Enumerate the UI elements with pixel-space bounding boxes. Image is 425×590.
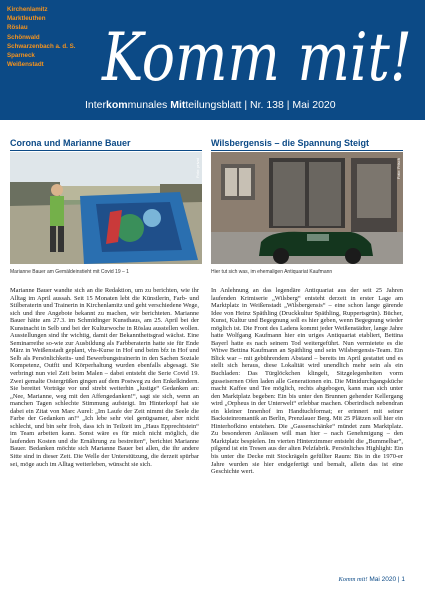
- title-rule: [10, 150, 202, 151]
- photo-caption: Hier tut sich was, im ehemaligen Antiquariat Kaufmann: [211, 269, 333, 275]
- page-footer: [338, 576, 405, 583]
- title-rule: [211, 150, 403, 151]
- municipality: Marktleuthen: [7, 15, 46, 23]
- article-paragraph: Marianne Bauer wandte sich an die Redaktion, um zu berichten, wie ihr Alltag im April aussah. Seit 15 Monaten lebt die Künstlerin, Farb- und Stilberaterin und Trainerin in Kirchenlamitz und geht verschiedene Wege, sich und ihre Angebote bekannt zu machen, wir berichteten. Marianne Bauer hätte am 27.3. im Schmidinger Kunsthaus, am 25. April bei der Kunstnacht in Selb und bei der Kulturwoche in Röslau ausstellen wollen. Ausstellungen sind ihr wichtig, damit der Bekanntheitsgrad wächst. Eine Seminarreihe so-wie zur Ausbildung als Farbberaterin hatte sie für Ende März in Weißenstadt geplant, vhs-Kurse in Hof und beim bfz in Hof und Selb als Persönlichkeits- und Bewerbungstrainerin in den Sachen Soziale Kompetenz, Outfit und Körperhaltung wurden ebenfalls abgesagt. Sie verbringt nun viel Zeit beim Malen – dabei entsteht die Serie Covid 19. Zwei gemalte Ostergrüßen gingen auf dem Postweg zu den Enkelkindern. Sie bereitet Vorträge vor und strebt weiterhin „lustige“ Gedanken an: „Nee, Marianne, weg mit den Affengedanken!“, sagt sie sich, wenn an manchen Tagen schlechte Stimmung aufsteigt. Im Hinterkopf hat sie dabei ein Zitat von Marc Aurel: „Im Laufe der Zeit nimmt die Seele die Farbe der Gedanken an!“ „Ich lebe sehr viel genügsamer, aber nicht schlecht, und bin sehr froh, dass ich in Teilzeit im „Haus Epprechtstein“ im Team arbeiten kann. Sonst wäre es für mich nicht möglich, die laufenden Kosten und die Ernährung zu bestreiten“, berichtet Marianne Bauer. Bedanken möchte sich Marianne Bauer bei allen, die ihr andere Sitte sind in dieser Zeit. Die Welle der Unterstützung, die derzeit spürbar sei, möge auch im Alltag weiterleben, wünscht sie sich.: [10, 287, 199, 468]
- photo-credit: Foto: privat: [195, 158, 200, 179]
- komm-mit-logo: [98, 8, 418, 96]
- municipality: Kirchenlamitz: [7, 6, 48, 13]
- municipality: Röslau: [7, 24, 28, 32]
- municipality: Weißenstadt: [7, 61, 44, 69]
- article-photo-shopfront: [211, 152, 403, 264]
- municipality: Schönwald: [7, 33, 40, 41]
- masthead: [0, 0, 425, 120]
- municipality: Sparneck: [7, 52, 35, 60]
- logo-text: Komm mit!: [101, 19, 413, 96]
- article-body: [10, 287, 199, 468]
- article-body: [211, 287, 403, 476]
- photo-credit: Foto: Frisch: [396, 158, 401, 180]
- municipality-list: [7, 5, 75, 69]
- article-paragraph: In Anlehnung an das legendäre Antiquariat aus der seit 25 Jahren laufenden Krimiserie „Wilsberg“ entsteht derzeit in erster Lage am Marktplatz in Weißenstadt „Wilsbergensis“ – eine schon lange gärende Idee von Heinz Späthling (Druckkultur Späthling, Ruppertsgrün). Bücher, Kunst, Kultur und Begegnung soll es hier geben, wenn Begegnung wieder möglich ist. Die Front des Ladens kommt jeder Weißenstädter, lange Jahre hatte Wolfgang Kaufmann hier ein uriges Antiquariat etabliert, Bettina Bayerl hatte es nach seinem Tod weitergeführt. Nun vermietete es die Witwe Bettina Kaufmann an Späthling und sein Wilsbergensis-Team. Ein Blick war – mit gebührendem Abstand – bereits im April gestattet und es stellt sich heraus, diese Lokalität wird unendlich mehr sein als ein Buchladen: Das Türglöckchen klingelt, Sitzgelegenheiten vorm gusseisernen Ofen laden alle Generationen ein. Die Minidurchgangsküche macht Kaffee und Tee möglich, rechts abgebogen, kann man sich unter den Marktplatz begeben: Ein bis unter den Brunnen gehender Kellergang wird „Orpheus in der Unterwelt“ erlebbar machen. Oberirdisch nebendran ein kleiner Innenhof im Handtuchformat; er erinnert mit seiner Backsteinromantik an Berlin, Prenzlauer Berg. Mit 25 Plätzen soll hier ein Hinterhofkino entstehen. Die „Gassenschänke“ mündet zum Marktplatz. Zu besonderen Anlässen will man hier – nach Genehmigung – den Marktplatz bespielen. Im vierten Hinterzimmer entsteht die „Bummelbar“, pilgend ist ein Tresen aus der alten Pelzfabrik. Persönliches Highlight: Ein bis unter die Decke mit Stockrägeln gefüllter Raum: Bis in die 1970-er Jahre wurden sie hier endgefertigt und bemalt, allein das ist eine Geschichte wert.: [211, 287, 403, 476]
- article-photo-marianne-bauer: [10, 152, 202, 264]
- footer-brand: Komm mit!: [338, 576, 368, 583]
- footer-page: Mai 2020 | 1: [369, 576, 405, 583]
- municipality: Schwarzenbach a. d. S.: [7, 42, 76, 50]
- article-title: Wilsbergensis – die Spannung Steigt: [211, 138, 369, 148]
- article-title: Corona und Marianne Bauer: [10, 138, 131, 148]
- newsletter-subtitle: Interkommunales Mitteilungsblatt | Nr. 138 | Mai 2020: [85, 99, 336, 111]
- photo-caption: Marianne Bauer am Gemäldeinstieht mit Covid 19 – 1: [10, 269, 129, 275]
